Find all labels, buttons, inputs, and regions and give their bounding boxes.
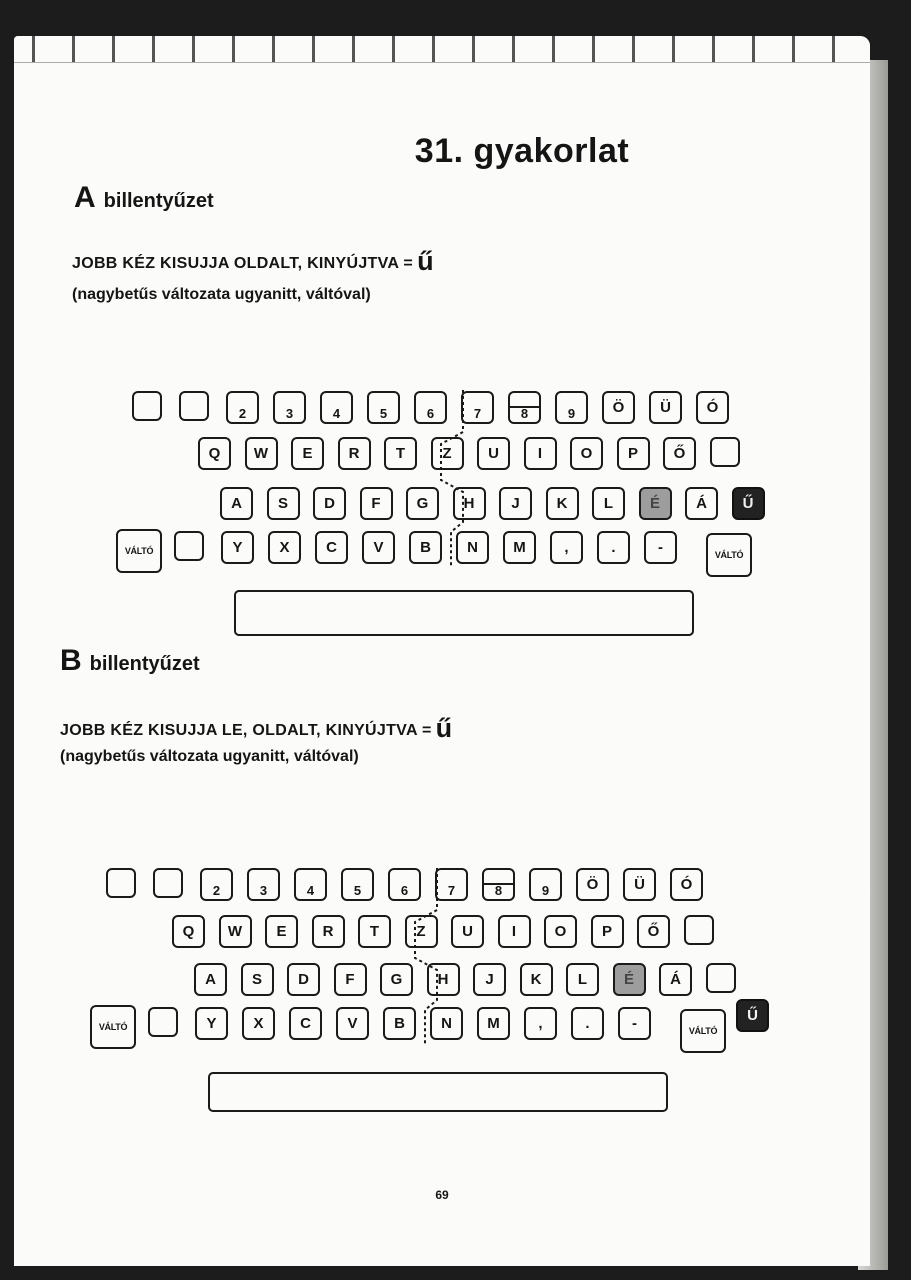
key-x: X <box>268 531 301 564</box>
section-a-heading <box>74 181 214 215</box>
key-f: F <box>334 963 367 996</box>
key-y: Y <box>195 1007 228 1040</box>
key-á: Á <box>659 963 692 996</box>
key-h: H <box>427 963 460 996</box>
key-i: I <box>524 437 557 470</box>
key-é: É <box>613 963 646 996</box>
section-a-instruction-text: JOBB KÉZ KISUJJA OLDALT, KINYÚJTVA = <box>72 255 414 272</box>
key-f: F <box>360 487 393 520</box>
key-i: I <box>498 915 531 948</box>
key-d: D <box>287 963 320 996</box>
key-4: 4 <box>320 391 353 424</box>
space-bar <box>208 1072 668 1112</box>
key-á: Á <box>685 487 718 520</box>
key-ö: Ö <box>602 391 635 424</box>
key-t: T <box>358 915 391 948</box>
key-shift: VÁLTÓ <box>706 533 752 577</box>
key-n: N <box>430 1007 463 1040</box>
key-n: N <box>456 531 489 564</box>
key-8-label: 8 <box>520 406 529 421</box>
key-g: G <box>380 963 413 996</box>
key-g: G <box>406 487 439 520</box>
key-k: K <box>546 487 579 520</box>
key-a: A <box>194 963 227 996</box>
workbook-page <box>14 36 870 1266</box>
key-s: S <box>267 487 300 520</box>
key-ű: Ű <box>732 487 765 520</box>
key-w: W <box>245 437 278 470</box>
key-ó: Ó <box>696 391 729 424</box>
key-comma: , <box>550 531 583 564</box>
key-w: W <box>219 915 252 948</box>
section-b-heading <box>60 644 200 678</box>
key-h: H <box>453 487 486 520</box>
key-9: 9 <box>529 868 562 901</box>
key-9: 9 <box>555 391 588 424</box>
section-a-name: billentyűzet <box>103 190 214 212</box>
key-u: U <box>451 915 484 948</box>
key-m: M <box>503 531 536 564</box>
key-v: V <box>362 531 395 564</box>
title-text: 31. gyakorlat <box>414 132 630 170</box>
key-7: 7 <box>461 391 494 424</box>
section-a-note: (nagybetűs változata ugyanitt, váltóval) <box>72 286 371 303</box>
key-z: Z <box>405 915 438 948</box>
key-r: R <box>338 437 371 470</box>
key-5: 5 <box>367 391 400 424</box>
key-comma: , <box>524 1007 557 1040</box>
section-a-instruction <box>72 246 434 277</box>
key-dash: - <box>618 1007 651 1040</box>
hand-divider-line <box>90 832 730 1012</box>
key-3: 3 <box>273 391 306 424</box>
key-b: B <box>383 1007 416 1040</box>
key-8-label: 8 <box>494 883 503 898</box>
section-b-target-char: ű <box>435 713 453 743</box>
key-ő: Ő <box>637 915 670 948</box>
section-b-letter: B <box>60 644 82 677</box>
key-dash: - <box>644 531 677 564</box>
key-p: P <box>591 915 624 948</box>
key-d: D <box>313 487 346 520</box>
key-v: V <box>336 1007 369 1040</box>
page-title <box>14 132 870 171</box>
key-period: . <box>597 531 630 564</box>
key-blank <box>174 531 204 561</box>
key-j: J <box>473 963 506 996</box>
section-b-name: billentyűzet <box>89 653 200 675</box>
key-e: E <box>265 915 298 948</box>
key-2: 2 <box>226 391 259 424</box>
key-3: 3 <box>247 868 280 901</box>
key-ü: Ü <box>649 391 682 424</box>
keyboard-b <box>90 832 758 1102</box>
key-j: J <box>499 487 532 520</box>
key-l: L <box>592 487 625 520</box>
keyboard-a <box>116 354 756 624</box>
key-a: A <box>220 487 253 520</box>
key-r: R <box>312 915 345 948</box>
section-a-letter: A <box>74 181 96 214</box>
key-y: Y <box>221 531 254 564</box>
section-b-instruction <box>60 713 452 744</box>
key-2: 2 <box>200 868 233 901</box>
key-6: 6 <box>388 868 421 901</box>
page-number: 69 <box>435 1188 449 1202</box>
section-b-instruction-text: JOBB KÉZ KISUJJA LE, OLDALT, KINYÚJTVA = <box>60 722 432 739</box>
key-m: M <box>477 1007 510 1040</box>
key-ö: Ö <box>576 868 609 901</box>
space-bar <box>234 590 694 636</box>
hand-divider-line <box>116 354 756 534</box>
key-z: Z <box>431 437 464 470</box>
section-a-target-char: ű <box>417 246 434 276</box>
key-s: S <box>241 963 274 996</box>
key-e: E <box>291 437 324 470</box>
key-ó: Ó <box>670 868 703 901</box>
key-4: 4 <box>294 868 327 901</box>
key-5: 5 <box>341 868 374 901</box>
key-c: C <box>315 531 348 564</box>
key-b: B <box>409 531 442 564</box>
key-t: T <box>384 437 417 470</box>
key-shift: VÁLTÓ <box>116 529 162 573</box>
key-shift: VÁLTÓ <box>680 1009 726 1053</box>
key-6: 6 <box>414 391 447 424</box>
key-7: 7 <box>435 868 468 901</box>
key-c: C <box>289 1007 322 1040</box>
key-x: X <box>242 1007 275 1040</box>
key-ű: Ű <box>736 999 769 1032</box>
key-q: Q <box>172 915 205 948</box>
spiral-binding <box>14 36 870 63</box>
key-l: L <box>566 963 599 996</box>
key-p: P <box>617 437 650 470</box>
key-shift: VÁLTÓ <box>90 1005 136 1049</box>
key-o: O <box>544 915 577 948</box>
key-q: Q <box>198 437 231 470</box>
key-o: O <box>570 437 603 470</box>
key-ü: Ü <box>623 868 656 901</box>
key-u: U <box>477 437 510 470</box>
key-k: K <box>520 963 553 996</box>
section-b-note: (nagybetűs változata ugyanitt, váltóval) <box>60 748 359 765</box>
key-period: . <box>571 1007 604 1040</box>
key-é: É <box>639 487 672 520</box>
key-ő: Ő <box>663 437 696 470</box>
